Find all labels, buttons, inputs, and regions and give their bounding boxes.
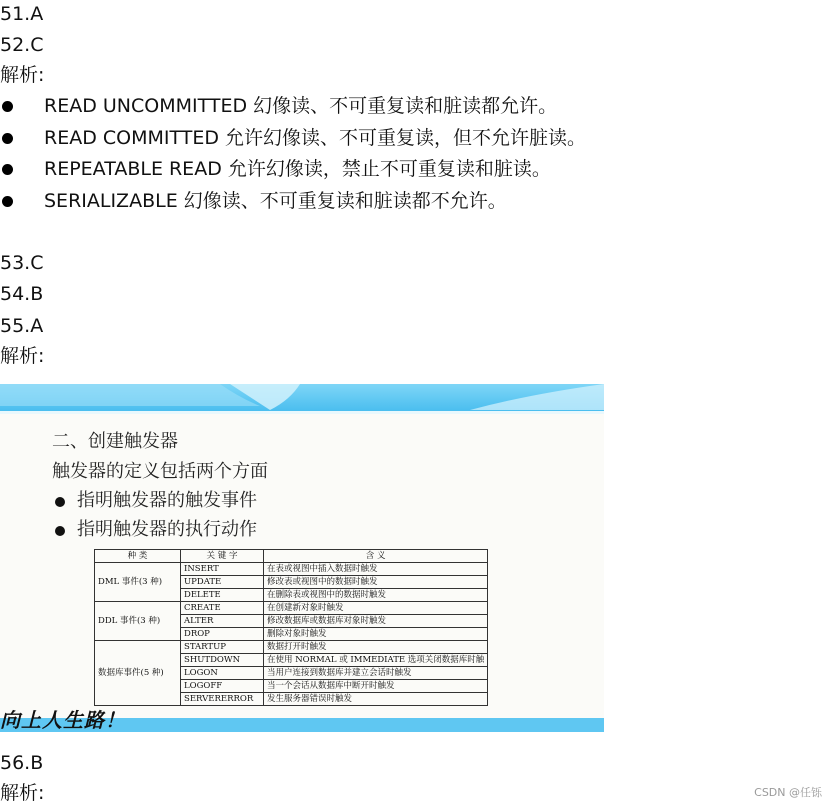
list-item-text: READ UNCOMMITTED 幻像读、不可重复读和脏读都允许。 xyxy=(44,95,558,117)
trigger-table xyxy=(94,549,488,706)
category-cell: DML 事件(3 种) xyxy=(95,563,181,602)
answer-54: 54.B xyxy=(0,283,44,305)
table-row xyxy=(95,563,488,576)
meaning-cell: 修改数据库或数据库对象时触发 xyxy=(264,615,488,628)
meaning-cell: 在表或视图中插入数据时触发 xyxy=(264,563,488,576)
keyword-cell: ALTER xyxy=(181,615,264,628)
meaning-cell: 当用户连接到数据库并建立会话时触发 xyxy=(264,667,488,680)
slide-subtitle: 触发器的定义包括两个方面 xyxy=(52,461,268,482)
watermark: CSDN @任铄 xyxy=(754,786,822,799)
slide-header-banner xyxy=(0,384,604,414)
list-item-text: READ COMMITTED 允许幻像读、不可重复读，但不允许脏读。 xyxy=(44,127,587,149)
answer-52: 52.C xyxy=(0,34,44,56)
answer-56: 56.B xyxy=(0,752,44,774)
list-item-text: REPEATABLE READ 允许幻像读，禁止不可重复读和脏读。 xyxy=(44,158,551,180)
analysis-label: 解析: xyxy=(0,782,45,804)
meaning-cell: 发生服务器错误时触发 xyxy=(264,693,488,706)
keyword-cell: STARTUP xyxy=(181,641,264,654)
keyword-cell: DROP xyxy=(181,628,264,641)
list-item-text: SERIALIZABLE 幻像读、不可重复读和脏读都不允许。 xyxy=(44,190,507,212)
answer-55: 55.A xyxy=(0,315,44,337)
table-row xyxy=(95,641,488,654)
slide-title: 二、创建触发器 xyxy=(52,431,178,452)
keyword-cell: INSERT xyxy=(181,563,264,576)
meaning-cell: 删除对象时触发 xyxy=(264,628,488,641)
category-cell: DDL 事件(3 种) xyxy=(95,602,181,641)
meaning-cell: 在创建新对象时触发 xyxy=(264,602,488,615)
analysis-label: 解析: xyxy=(0,345,45,367)
bullet-icon xyxy=(2,101,13,112)
table-header-row xyxy=(95,550,488,563)
slide-image xyxy=(0,384,604,732)
keyword-cell: DELETE xyxy=(181,589,264,602)
meaning-cell: 在删除表或视图中的数据时触发 xyxy=(264,589,488,602)
answer-51: 51.A xyxy=(0,3,44,25)
meaning-cell: 数据打开时触发 xyxy=(264,641,488,654)
meaning-cell: 在使用 NORMAL 或 IMMEDIATE 选项关闭数据库时触 xyxy=(264,654,488,667)
keyword-cell: SHUTDOWN xyxy=(181,654,264,667)
meaning-cell: 当一个会话从数据库中断开时触发 xyxy=(264,680,488,693)
slide-bullet-text: 指明触发器的执行动作 xyxy=(77,519,257,540)
bullet-icon xyxy=(2,196,13,207)
keyword-cell: UPDATE xyxy=(181,576,264,589)
bullet-icon xyxy=(2,133,13,144)
keyword-cell: LOGOFF xyxy=(181,680,264,693)
bullet-icon xyxy=(2,164,13,175)
analysis-label: 解析: xyxy=(0,64,45,86)
header-category: 种 类 xyxy=(95,550,181,563)
bullet-icon xyxy=(55,526,65,536)
meaning-cell: 修改表或视图中的数据时触发 xyxy=(264,576,488,589)
header-meaning: 含 义 xyxy=(264,550,488,563)
header-keyword: 关 键 字 xyxy=(181,550,264,563)
trigger-table-wrap xyxy=(94,549,488,706)
bullet-icon xyxy=(55,497,65,507)
keyword-cell: LOGON xyxy=(181,667,264,680)
keyword-cell: CREATE xyxy=(181,602,264,615)
keyword-cell: SERVERERROR xyxy=(181,693,264,706)
slide-slogan: 向上人生路！ xyxy=(0,708,126,732)
answer-53: 53.C xyxy=(0,252,44,274)
table-row xyxy=(95,602,488,615)
category-cell: 数据库事件(5 种) xyxy=(95,641,181,706)
slide-bullet-text: 指明触发器的触发事件 xyxy=(77,490,257,511)
